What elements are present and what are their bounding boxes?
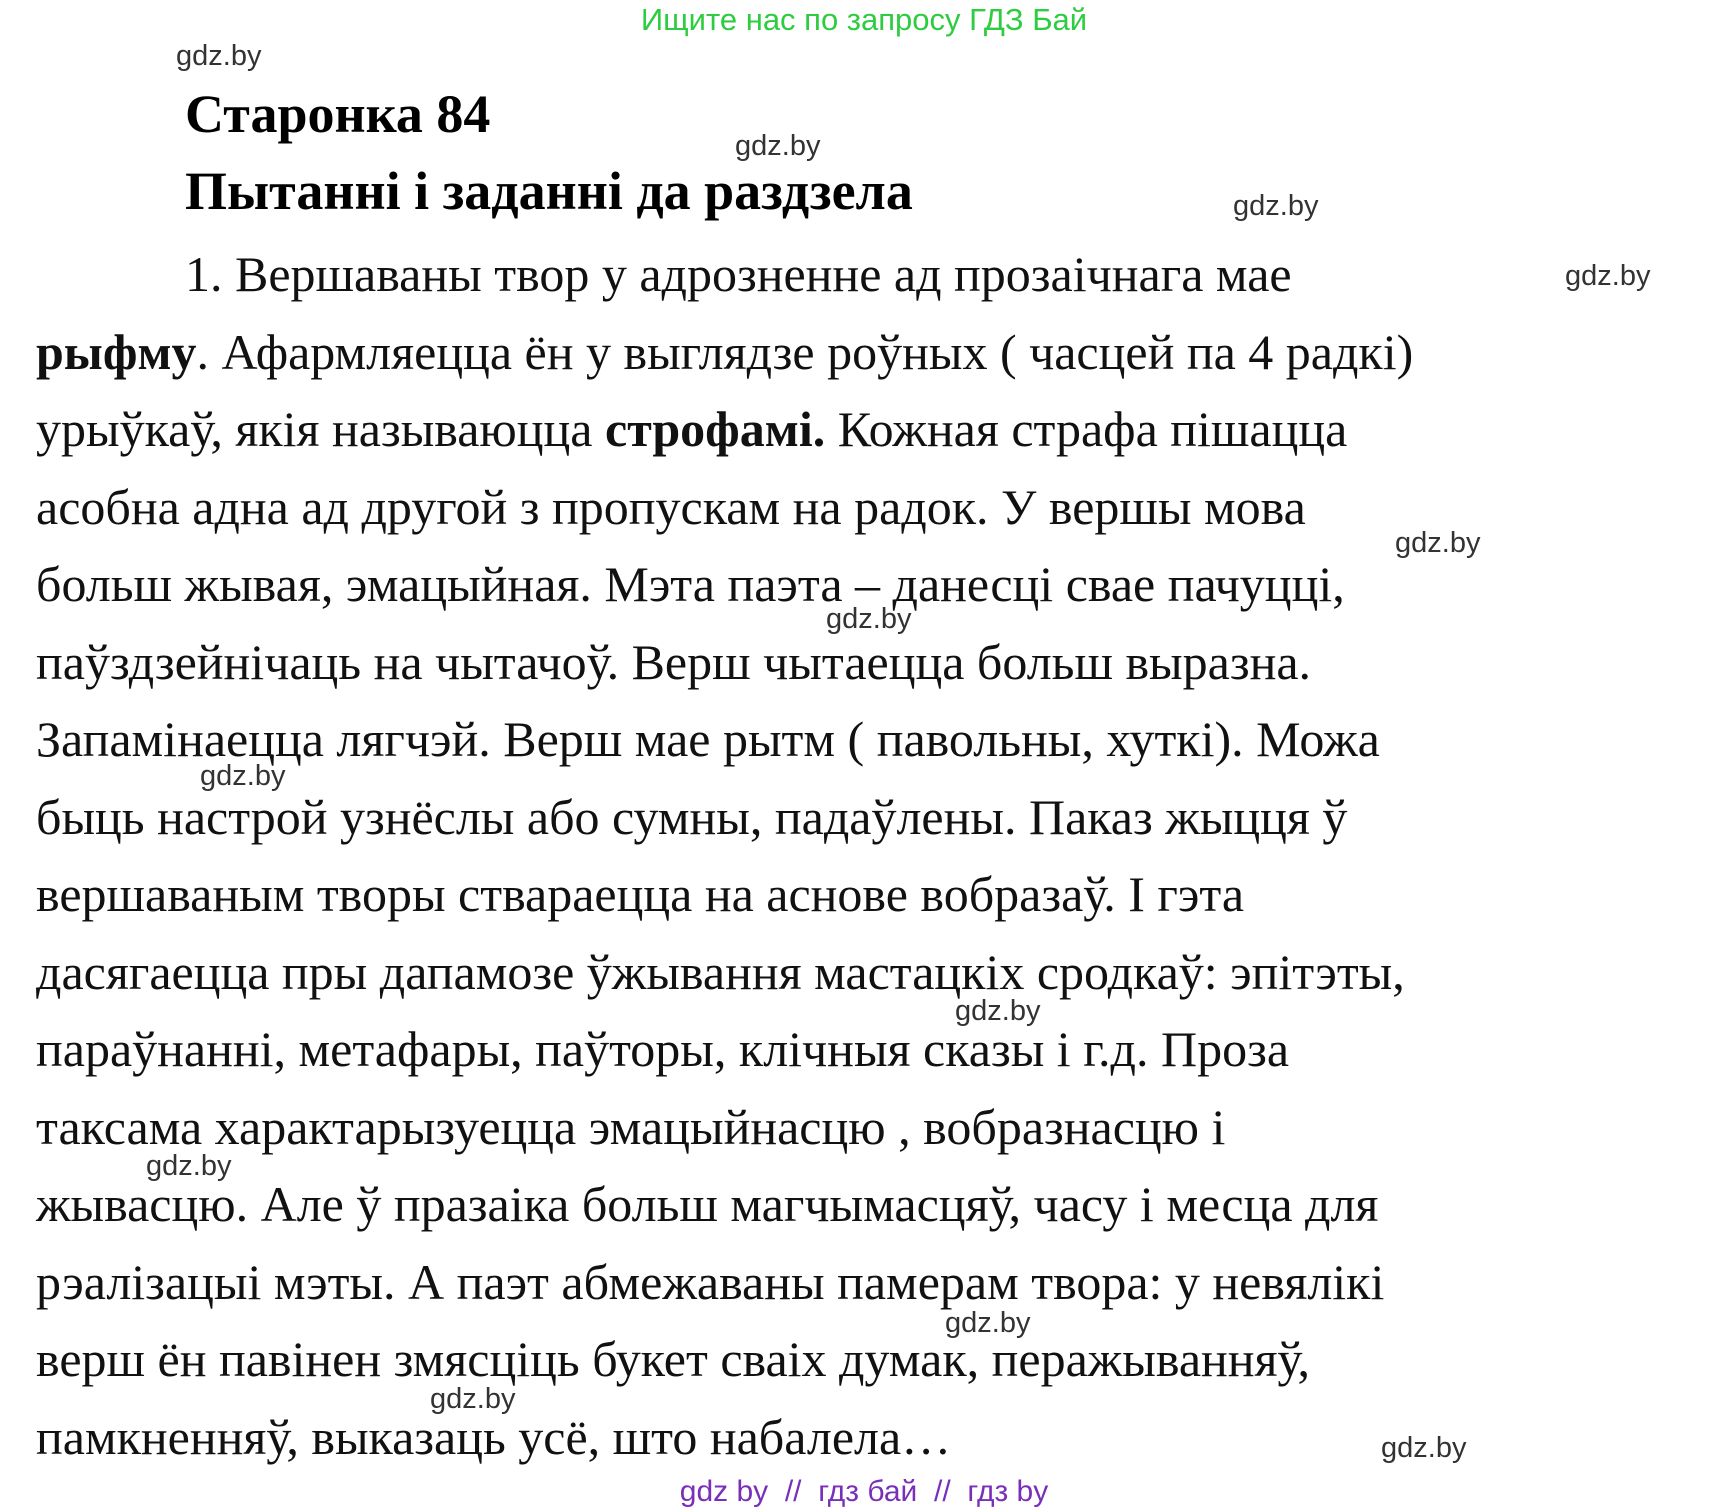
footer-separator: // bbox=[768, 1475, 819, 1508]
watermark: gdz.by bbox=[1233, 190, 1319, 222]
footer-link[interactable]: гдз by bbox=[967, 1475, 1049, 1508]
text-run: жывасцю. Але ў празаіка больш магчымасцяў, часу і месца для bbox=[36, 1176, 1379, 1232]
text-line bbox=[36, 934, 1696, 1012]
text-run: верш ён павінен змясціць букет сваіх думак, перажыванняў, bbox=[36, 1331, 1311, 1387]
text-run: . Афармляецца ён у выглядзе роўных ( часцей па 4 радкі) bbox=[196, 323, 1414, 380]
watermark: gdz.by bbox=[1395, 527, 1481, 559]
text-line bbox=[36, 1244, 1696, 1322]
watermark: gdz.by bbox=[200, 760, 286, 792]
text-line bbox=[36, 624, 1696, 702]
text-line bbox=[36, 469, 1696, 547]
text-run: урыўкаў, якія называюцца bbox=[36, 401, 605, 457]
text-line bbox=[36, 391, 1696, 469]
text-run: паўздзейнічаць на чытачоў. Верш чытаецца больш выразна. bbox=[36, 633, 1312, 690]
text-line bbox=[36, 701, 1696, 779]
text-run: памкненняў, выказаць усё, што набалела… bbox=[36, 1408, 952, 1465]
text-run: 1. Вершаваны твор у адрозненне ад прозаічнага мае bbox=[185, 246, 1292, 302]
page-title: Старонка 84 bbox=[185, 84, 491, 144]
text-line bbox=[36, 1011, 1696, 1089]
text-run: Запамінаецца лягчэй. Верш мае рытм ( павольны, хуткі). Можа bbox=[36, 711, 1380, 767]
text-run: асобна адна ад другой з пропускам на радок. У вершы мова bbox=[36, 478, 1306, 535]
answer-text bbox=[36, 236, 1696, 1476]
footer-links bbox=[0, 1475, 1728, 1509]
text-run: быць настрой узнёслы або сумны, падаўлены. Паказ жыцця ў bbox=[36, 788, 1348, 845]
text-line bbox=[36, 1089, 1696, 1167]
text-line bbox=[36, 1166, 1696, 1244]
text-line bbox=[36, 856, 1696, 934]
watermark: gdz.by bbox=[430, 1383, 516, 1415]
text-run: таксама характарызуецца эмацыйнасцю , вобразнасцю і bbox=[36, 1098, 1226, 1155]
footer-link[interactable]: гдз бай bbox=[818, 1475, 918, 1508]
text-line bbox=[36, 1399, 1696, 1477]
watermark: gdz.by bbox=[826, 603, 912, 635]
text-line bbox=[36, 779, 1696, 857]
section-title: Пытанні і заданні да раздзела bbox=[185, 161, 913, 221]
watermark: gdz.by bbox=[146, 1150, 232, 1182]
text-run: больш жывая, эмацыйная. Мэта паэта – данесці свае пачуцці, bbox=[36, 556, 1345, 612]
watermark: gdz.by bbox=[1381, 1432, 1467, 1464]
bold-term: рыфму bbox=[36, 323, 197, 380]
watermark: gdz.by bbox=[945, 1307, 1031, 1339]
footer-link[interactable]: gdz by bbox=[679, 1475, 769, 1508]
text-line bbox=[36, 546, 1696, 624]
text-run: рэалізацыі мэты. А паэт абмежаваны памерам твора: у невялікі bbox=[36, 1253, 1385, 1310]
top-banner: Ищите нас по запросу ГДЗ Бай bbox=[640, 2, 1088, 37]
text-run: параўнанні, метафары, паўторы, клічныя сказы і г.д. Проза bbox=[36, 1021, 1290, 1077]
footer-separator: // bbox=[917, 1475, 968, 1508]
watermark: gdz.by bbox=[955, 995, 1041, 1027]
text-run: вершаваным творы ствараецца на аснове вобразаў. І гэта bbox=[36, 866, 1245, 922]
text-line bbox=[36, 1321, 1696, 1399]
text-run: Кожная страфа пішацца bbox=[825, 401, 1348, 457]
bold-term: строфамі. bbox=[605, 401, 826, 457]
text-line bbox=[36, 314, 1696, 392]
text-run: дасягаецца пры дапамозе ўжывання мастацкіх сродкаў: эпітэты, bbox=[36, 943, 1405, 1000]
watermark: gdz.by bbox=[176, 40, 262, 72]
text-line bbox=[36, 236, 1696, 314]
watermark: gdz.by bbox=[1565, 260, 1651, 292]
watermark: gdz.by bbox=[735, 130, 821, 162]
